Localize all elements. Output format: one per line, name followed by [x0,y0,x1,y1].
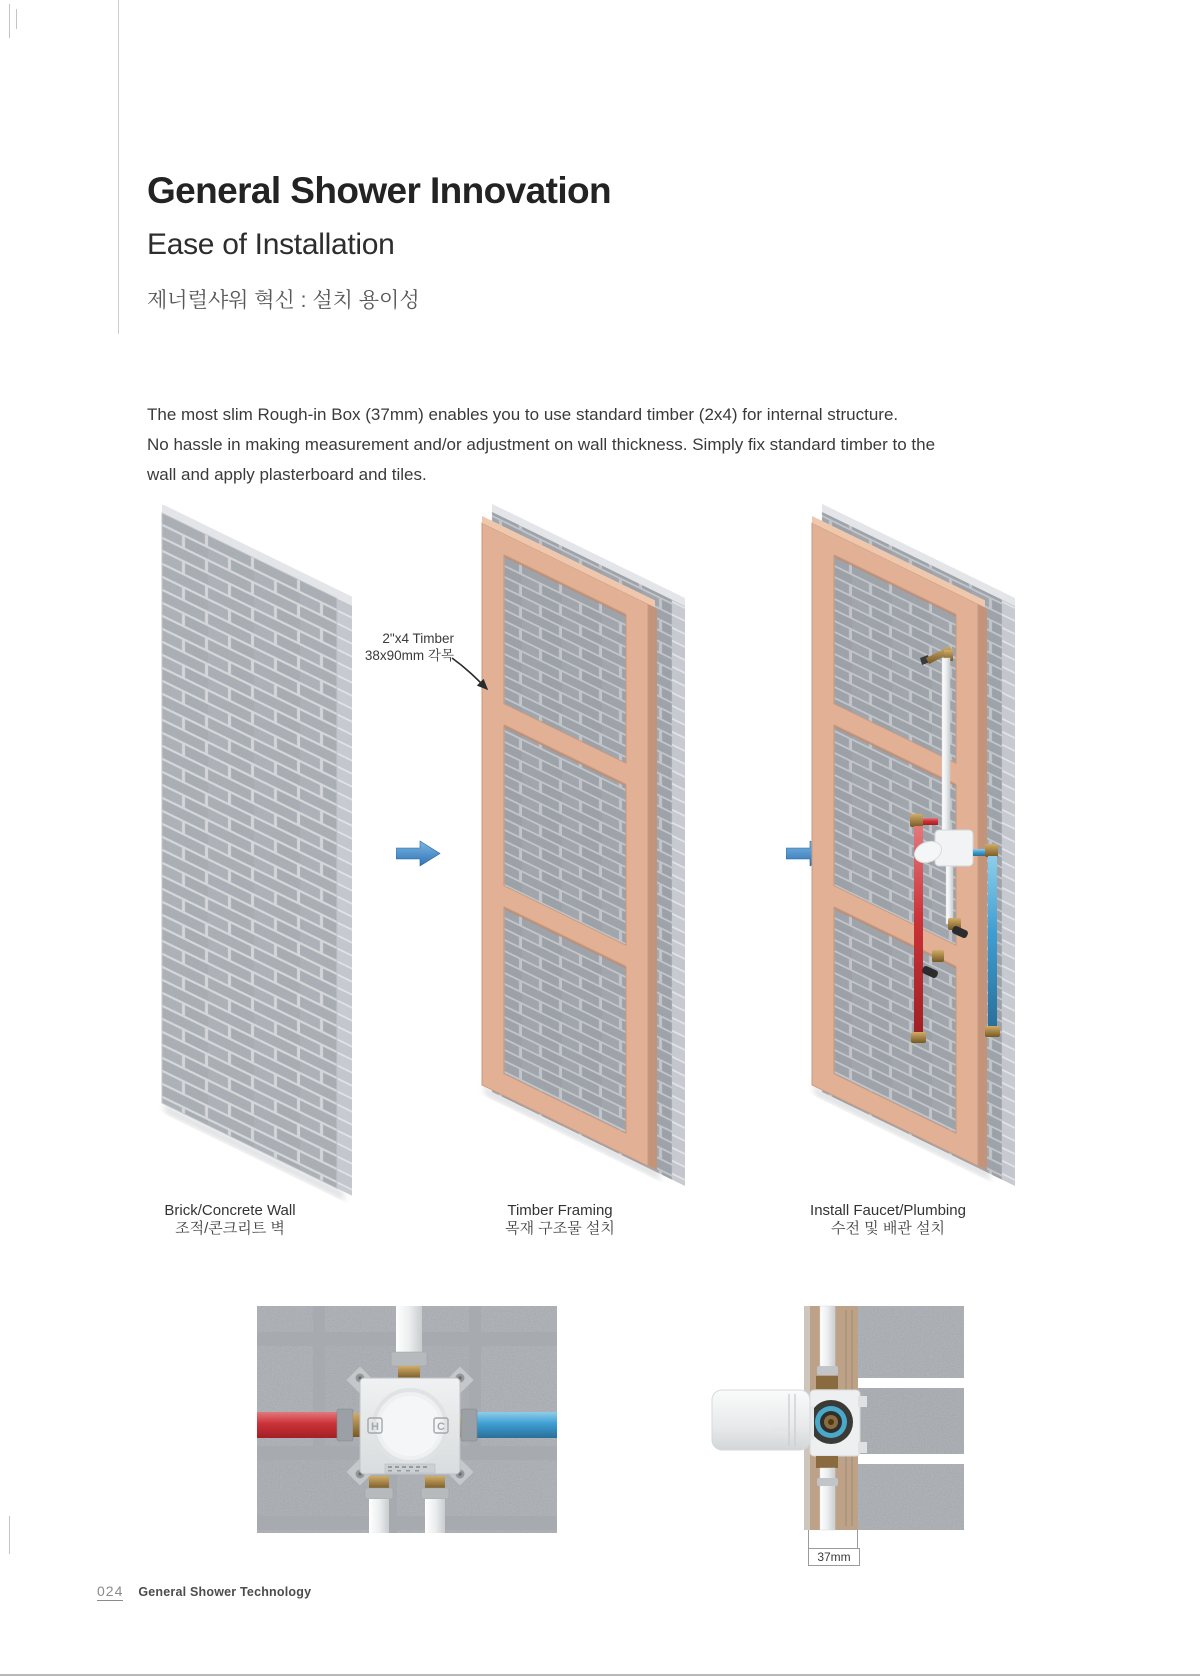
timber-note-line-2: 38x90mm 각목 [364,648,454,663]
wall-side-face [672,600,685,1186]
hot-port-label: H [371,1421,379,1433]
wall-front-face [162,513,337,1188]
bottom-pipe [425,1499,445,1533]
timber-note-line-1: 2"x4 Timber [382,631,454,646]
caption-kr: 수전 및 배관 설치 [831,1220,945,1237]
intro-paragraph [147,400,935,490]
bottom-pipe [369,1499,389,1533]
top-pipe [396,1306,422,1358]
cavity-pipe-top [820,1306,835,1374]
caption-en: Brick/Concrete Wall [164,1202,296,1219]
cold-port-label: C [437,1421,445,1433]
timber-note [330,630,454,664]
page-footer [97,1583,311,1599]
intro-line-3: wall and apply plasterboard and tiles. [147,465,427,484]
cold-elbow-fitting [985,844,998,857]
brick-wall-illustration [150,505,390,1215]
cold-water-pipe [475,1412,557,1438]
page-subtitle-korean: 제너럴샤워 혁신 : 설치 용이성 [147,289,420,312]
caption-en: Install Faucet/Plumbing [810,1202,966,1219]
cold-water-pipe [988,856,997,1028]
dimension-extension-lines [809,1530,858,1550]
timber-frame-side [648,604,657,1170]
rough-in-box-front-photo [257,1306,557,1533]
page-subtitle: Ease of Installation [147,228,395,261]
timber-framing-illustration [470,500,720,1220]
box-label-strip [385,1464,435,1473]
intro-line-1: The most slim Rough-in Box (37mm) enables you to use standard timber (2x4) for internal structure. [147,405,899,424]
page-title: General Shower Innovation [147,170,612,211]
crop-mark-top-left-outer [9,4,10,38]
step-arrow-1 [396,840,442,868]
plumbing-illustration [800,500,1050,1220]
dimension-label: 37mm [808,1548,860,1566]
step-caption-3 [728,1202,1048,1238]
caption-kr: 조적/콘크리트 벽 [175,1220,285,1237]
page-bottom-rule [0,1674,1200,1676]
hot-water-pipe [257,1412,339,1438]
crop-mark-top-left-inner [16,9,17,29]
caption-en: Timber Framing [507,1202,613,1219]
step-caption-2 [400,1202,720,1238]
cavity-pipe-bottom [820,1468,835,1530]
timber-note-leader [448,656,500,700]
riser-pipe [942,658,950,834]
intro-line-2: No hassle in making measurement and/or adjustment on wall thickness. Simply fix standard timber to the [147,435,936,454]
crop-mark-bottom-left [9,1516,10,1554]
caption-kr: 목재 구조물 설치 [505,1220,615,1237]
margin-guide-line [118,0,119,334]
step-caption-1 [70,1202,390,1238]
arrow-right-icon [396,841,440,866]
footer-text: General Shower Technology [138,1585,312,1599]
concrete-blocks [858,1306,964,1530]
wall-side-face [337,598,352,1195]
hot-elbow-fitting [910,814,923,827]
rough-in-box-side-photo [688,1302,988,1550]
footer-page-number: 024 [97,1583,124,1599]
